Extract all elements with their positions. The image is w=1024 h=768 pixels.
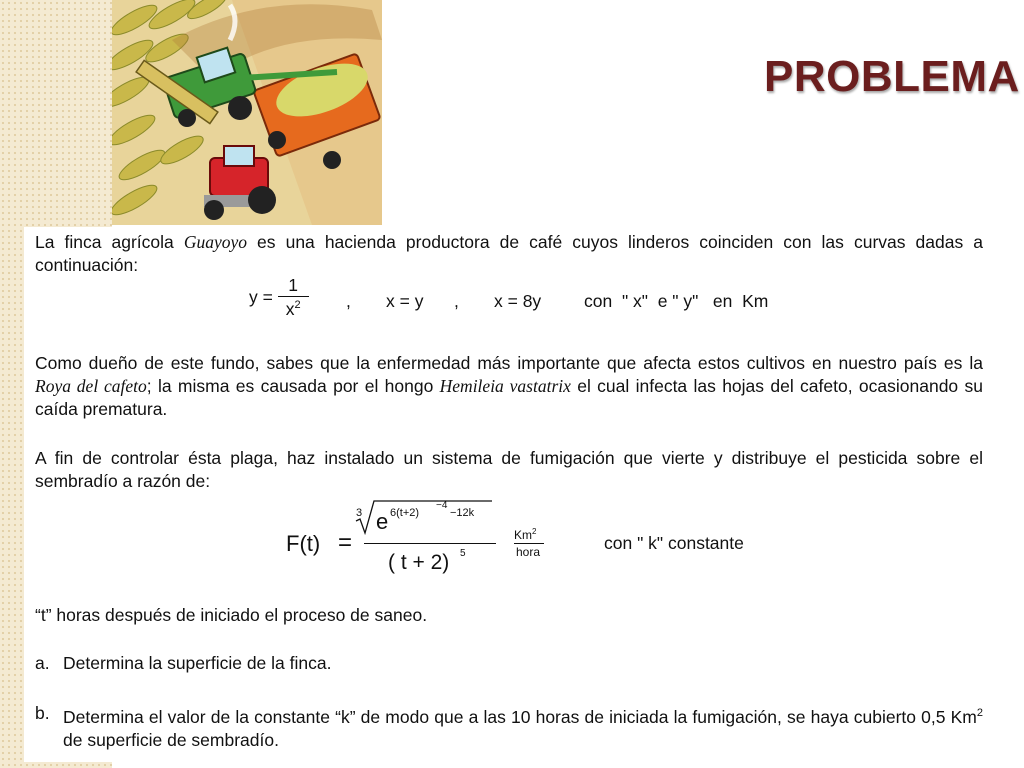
curves-equations: [249, 275, 309, 320]
question-a-label: a.: [35, 653, 50, 673]
harvester-illustration: [112, 0, 382, 225]
formula-equals: =: [338, 529, 353, 556]
root-index: 3: [356, 507, 363, 519]
formula-fraction-bar: [364, 543, 496, 544]
harvester-tractor-icon: [112, 0, 382, 225]
unit-numerator: [514, 527, 536, 542]
curve-1-den-base: x: [285, 299, 295, 319]
formula-exp-part1: 6(t+2): [390, 507, 420, 519]
unit-denominator: hora: [516, 545, 541, 559]
curve-1-denominator: [278, 297, 309, 320]
time-note: “t” horas después de iniciado el proceso de saneo.: [35, 605, 428, 625]
curve-2: x = y: [386, 291, 424, 311]
intro-paragraph: [35, 231, 983, 277]
curve-1-fraction: [278, 275, 309, 320]
unit-num-text: Km: [514, 528, 532, 542]
disease-text-2: ; la misma es causada por el hongo: [146, 376, 440, 396]
formula-lhs: F(t): [286, 531, 321, 556]
question-b-text-2: de superficie de sembradío.: [63, 729, 279, 750]
curves-units: con " x" e " y" en Km: [584, 291, 769, 311]
control-paragraph: A fin de controlar ésta plaga, haz instalado un sistema de fumigación que vierte y distribuye el pesticida sobre el sembradío a razón de:: [35, 448, 983, 491]
disease-name: Roya del cafeto: [35, 376, 147, 396]
curve-3: x = 8y: [494, 291, 542, 311]
problem-statement-image: [24, 227, 994, 762]
unit-fraction-bar: [514, 543, 544, 544]
formula-note: con " k" constante: [604, 533, 744, 553]
curve-1-lhs: y =: [249, 287, 273, 307]
disease-text-3: el cual infecta las hojas del cafeto, ocasionando su caída prematura.: [35, 376, 983, 419]
unit-num-exp: 2: [532, 527, 537, 536]
slide-title: PROBLEMA: [764, 52, 1020, 101]
formula-den-exp: 5: [460, 548, 466, 559]
formula-exp-part2: −12k: [450, 507, 475, 519]
formula-denominator: ( t + 2): [388, 551, 450, 574]
fungus-name: Hemileia vastatrix: [439, 376, 571, 396]
question-a: [35, 652, 983, 675]
disease-text-1: Como dueño de este fundo, sabes que la enfermedad más importante que afecta estos cultivos en nuestro país es la: [35, 353, 983, 373]
formula-base: e: [376, 509, 389, 534]
rate-formula: [286, 499, 786, 579]
question-b-label: b.: [35, 703, 50, 723]
curve-separator-1: ,: [346, 291, 351, 311]
disease-paragraph: [35, 352, 983, 421]
curve-separator-2: ,: [454, 291, 459, 311]
question-b-exp: 2: [976, 707, 983, 719]
formula-exp-power: −4: [436, 500, 448, 511]
question-b-text-1: Determina el valor de la constante “k” de modo que a las 10 horas de iniciada la fumigación, se haya cubierto 0,5 Km: [63, 706, 977, 727]
question-b: [35, 702, 983, 752]
intro-text-end: es una hacienda productora de café cuyos linderos coinciden con las curvas dadas a continuación:: [35, 232, 983, 275]
question-a-text: Determina la superficie de la finca.: [63, 653, 332, 673]
intro-text-start: La finca agrícola: [35, 232, 184, 252]
curve-1-den-exp: 2: [294, 299, 301, 312]
question-b-text: [63, 702, 983, 752]
farm-name: Guayoyo: [183, 232, 248, 252]
curve-1-numerator: 1: [278, 275, 309, 297]
